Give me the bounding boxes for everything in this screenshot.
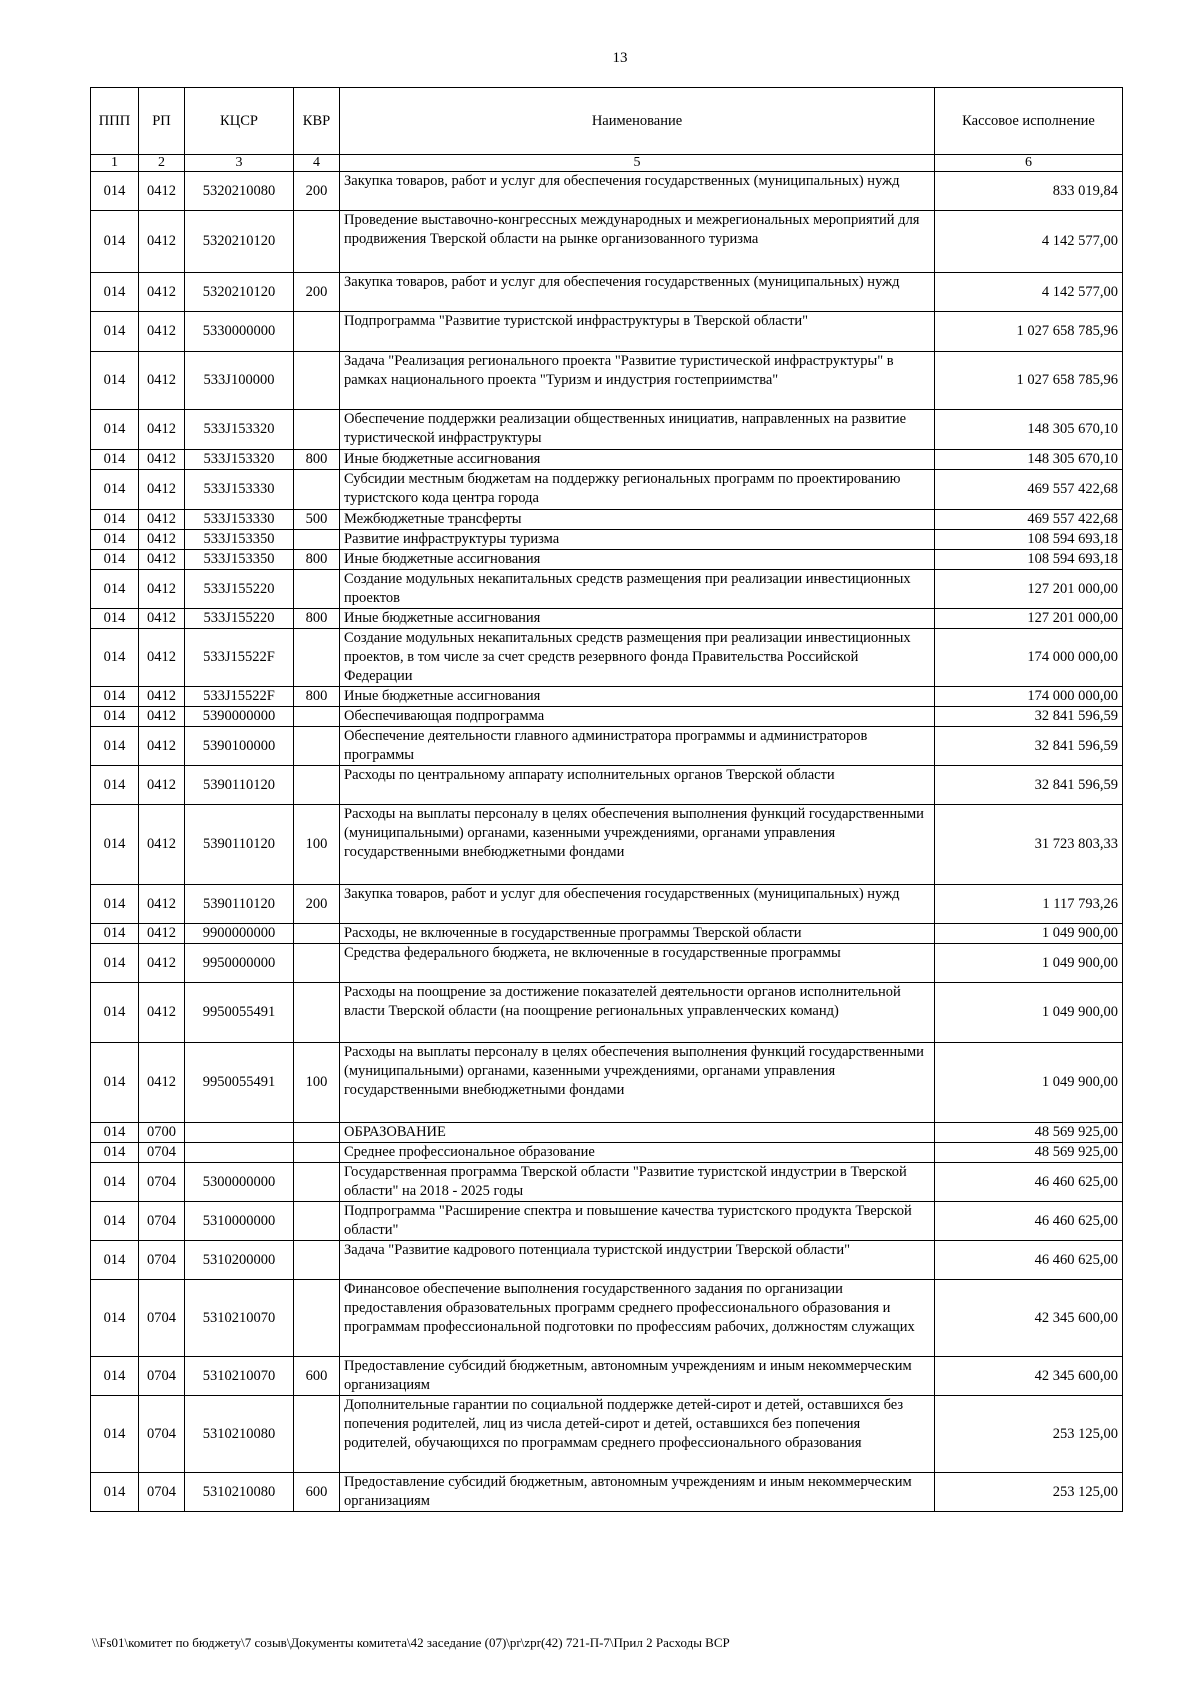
cell-name: Расходы на выплаты персоналу в целях обеспечения выполнения функций государственными (муниципальными) органами, казенными учреждениями, органами управления государственными внебюджетными фондами	[340, 805, 935, 885]
table-row	[91, 1396, 1123, 1473]
header-rp: РП	[139, 88, 185, 155]
cell-kcsr: 533J153330	[185, 510, 294, 530]
cell-rp: 0412	[139, 983, 185, 1043]
cell-amount: 48 569 925,00	[935, 1123, 1123, 1143]
cell-kvr	[294, 1143, 340, 1163]
cell-amount: 1 049 900,00	[935, 924, 1123, 944]
column-number: 4	[294, 155, 340, 172]
cell-name: Иные бюджетные ассигнования	[340, 550, 935, 570]
column-number-row	[91, 155, 1123, 172]
table-row	[91, 450, 1123, 470]
cell-rp: 0412	[139, 924, 185, 944]
cell-ppp: 014	[91, 1123, 139, 1143]
table-row	[91, 1280, 1123, 1357]
cell-ppp: 014	[91, 983, 139, 1043]
cell-rp: 0412	[139, 211, 185, 273]
cell-name: Закупка товаров, работ и услуг для обеспечения государственных (муниципальных) нужд	[340, 172, 935, 211]
cell-name: Задача "Развитие кадрового потенциала туристской индустрии Тверской области"	[340, 1241, 935, 1280]
cell-kcsr: 533J153350	[185, 550, 294, 570]
cell-name: Закупка товаров, работ и услуг для обеспечения государственных (муниципальных) нужд	[340, 273, 935, 312]
cell-ppp: 014	[91, 450, 139, 470]
table-row	[91, 470, 1123, 510]
cell-name: Межбюджетные трансферты	[340, 510, 935, 530]
cell-ppp: 014	[91, 687, 139, 707]
cell-kvr: 800	[294, 609, 340, 629]
cell-ppp: 014	[91, 707, 139, 727]
table-row	[91, 1202, 1123, 1241]
cell-amount: 127 201 000,00	[935, 570, 1123, 609]
cell-kcsr: 533J153330	[185, 470, 294, 510]
cell-amount: 48 569 925,00	[935, 1143, 1123, 1163]
cell-ppp: 014	[91, 1473, 139, 1512]
cell-kcsr: 5300000000	[185, 1163, 294, 1202]
cell-name: Иные бюджетные ассигнования	[340, 687, 935, 707]
table-row	[91, 1143, 1123, 1163]
cell-rp: 0412	[139, 687, 185, 707]
cell-ppp: 014	[91, 1357, 139, 1396]
cell-rp: 0412	[139, 766, 185, 805]
cell-kvr	[294, 944, 340, 983]
cell-name: Предоставление субсидий бюджетным, автономным учреждениям и иным некоммерческим организациям	[340, 1357, 935, 1396]
cell-kcsr: 533J155220	[185, 570, 294, 609]
cell-amount: 108 594 693,18	[935, 530, 1123, 550]
cell-kcsr: 533J153320	[185, 410, 294, 450]
cell-kcsr: 5390000000	[185, 707, 294, 727]
table-row	[91, 707, 1123, 727]
cell-kvr	[294, 1280, 340, 1357]
header-kvr: КВР	[294, 88, 340, 155]
cell-ppp: 014	[91, 1043, 139, 1123]
cell-ppp: 014	[91, 629, 139, 687]
cell-amount: 46 460 625,00	[935, 1202, 1123, 1241]
cell-amount: 253 125,00	[935, 1473, 1123, 1512]
table-row	[91, 570, 1123, 609]
cell-amount: 1 049 900,00	[935, 1043, 1123, 1123]
table-row	[91, 1241, 1123, 1280]
table-row	[91, 1163, 1123, 1202]
table-row	[91, 983, 1123, 1043]
cell-amount: 148 305 670,10	[935, 410, 1123, 450]
cell-kcsr: 5310200000	[185, 1241, 294, 1280]
cell-kcsr: 5320210080	[185, 172, 294, 211]
cell-kcsr: 9950055491	[185, 1043, 294, 1123]
cell-rp: 0412	[139, 885, 185, 924]
cell-kcsr: 5330000000	[185, 312, 294, 352]
cell-kvr	[294, 1396, 340, 1473]
cell-rp: 0412	[139, 1043, 185, 1123]
table-row	[91, 766, 1123, 805]
table-row	[91, 1043, 1123, 1123]
cell-name: Расходы по центральному аппарату исполнительных органов Тверской области	[340, 766, 935, 805]
cell-name: Иные бюджетные ассигнования	[340, 450, 935, 470]
table-row	[91, 629, 1123, 687]
column-number: 2	[139, 155, 185, 172]
cell-kvr	[294, 727, 340, 766]
cell-kcsr: 5390110120	[185, 885, 294, 924]
cell-ppp: 014	[91, 410, 139, 450]
cell-name: Подпрограмма "Развитие туристской инфраструктуры в Тверской области"	[340, 312, 935, 352]
cell-name: Закупка товаров, работ и услуг для обеспечения государственных (муниципальных) нужд	[340, 885, 935, 924]
cell-amount: 1 027 658 785,96	[935, 312, 1123, 352]
cell-amount: 174 000 000,00	[935, 629, 1123, 687]
cell-rp: 0412	[139, 172, 185, 211]
cell-kvr: 600	[294, 1357, 340, 1396]
cell-name: Задача "Реализация регионального проекта "Развитие туристической инфраструктуры" в рамках национального проекта "Туризм и индустрия гостеприимства"	[340, 352, 935, 410]
header-kcsr: КЦСР	[185, 88, 294, 155]
cell-name: Расходы на поощрение за достижение показателей деятельности органов исполнительной власти Тверской области (на поощрение региональных управленческих команд)	[340, 983, 935, 1043]
cell-name: Развитие инфраструктуры туризма	[340, 530, 935, 550]
cell-amount: 31 723 803,33	[935, 805, 1123, 885]
cell-name: ОБРАЗОВАНИЕ	[340, 1123, 935, 1143]
cell-rp: 0412	[139, 312, 185, 352]
cell-ppp: 014	[91, 1280, 139, 1357]
cell-ppp: 014	[91, 766, 139, 805]
table-row	[91, 924, 1123, 944]
cell-rp: 0412	[139, 510, 185, 530]
cell-ppp: 014	[91, 1163, 139, 1202]
cell-ppp: 014	[91, 510, 139, 530]
cell-amount: 32 841 596,59	[935, 707, 1123, 727]
cell-kcsr	[185, 1143, 294, 1163]
cell-kvr	[294, 629, 340, 687]
cell-kvr: 800	[294, 450, 340, 470]
cell-kcsr: 5310210080	[185, 1473, 294, 1512]
cell-rp: 0412	[139, 805, 185, 885]
cell-kcsr: 533J15522F	[185, 687, 294, 707]
cell-kvr	[294, 211, 340, 273]
table-row	[91, 885, 1123, 924]
cell-kvr	[294, 924, 340, 944]
column-number: 5	[340, 155, 935, 172]
cell-ppp: 014	[91, 885, 139, 924]
cell-ppp: 014	[91, 1241, 139, 1280]
cell-rp: 0412	[139, 707, 185, 727]
cell-ppp: 014	[91, 1202, 139, 1241]
cell-name: Финансовое обеспечение выполнения государственного задания по организации предоставления образовательных программ среднего профессионального образования и программам профессиональной подготовки по профессиям рабочих, должностям служащих	[340, 1280, 935, 1357]
table-row	[91, 510, 1123, 530]
cell-kcsr: 5310210070	[185, 1280, 294, 1357]
cell-ppp: 014	[91, 1143, 139, 1163]
cell-ppp: 014	[91, 727, 139, 766]
cell-kvr: 100	[294, 805, 340, 885]
footer-file-path: \\Fs01\комитет по бюджету\7 созыв\Документы комитета\42 заседание (07)\pr\zpr(42) 721-П-7\Прил 2 Расходы ВСР	[92, 1635, 730, 1650]
table-row	[91, 312, 1123, 352]
cell-kcsr: 5390100000	[185, 727, 294, 766]
table-row	[91, 273, 1123, 312]
cell-kcsr: 5310000000	[185, 1202, 294, 1241]
cell-kcsr: 533J155220	[185, 609, 294, 629]
cell-kvr: 600	[294, 1473, 340, 1512]
cell-ppp: 014	[91, 924, 139, 944]
cell-name: Предоставление субсидий бюджетным, автономным учреждениям и иным некоммерческим организациям	[340, 1473, 935, 1512]
header-name: Наименование	[340, 88, 935, 155]
cell-rp: 0412	[139, 550, 185, 570]
table-row	[91, 211, 1123, 273]
cell-name: Создание модульных некапитальных средств размещения при реализации инвестиционных проектов, в том числе за счет средств резервного фонда Правительства Российской Федерации	[340, 629, 935, 687]
header-ppp: ППП	[91, 88, 139, 155]
cell-ppp: 014	[91, 1396, 139, 1473]
cell-ppp: 014	[91, 172, 139, 211]
cell-rp: 0412	[139, 410, 185, 450]
table-row	[91, 805, 1123, 885]
cell-kvr	[294, 1163, 340, 1202]
table-row	[91, 609, 1123, 629]
cell-rp: 0704	[139, 1241, 185, 1280]
cell-name: Иные бюджетные ассигнования	[340, 609, 935, 629]
cell-kcsr: 9950000000	[185, 944, 294, 983]
cell-kcsr: 533J153350	[185, 530, 294, 550]
cell-kvr: 200	[294, 885, 340, 924]
table-row	[91, 1123, 1123, 1143]
cell-name: Создание модульных некапитальных средств размещения при реализации инвестиционных проектов	[340, 570, 935, 609]
table-row	[91, 944, 1123, 983]
cell-ppp: 014	[91, 805, 139, 885]
cell-amount: 46 460 625,00	[935, 1163, 1123, 1202]
cell-ppp: 014	[91, 570, 139, 609]
table-row	[91, 727, 1123, 766]
cell-rp: 0412	[139, 273, 185, 312]
cell-name: Расходы, не включенные в государственные программы Тверской области	[340, 924, 935, 944]
table-row	[91, 687, 1123, 707]
cell-kvr	[294, 570, 340, 609]
cell-kcsr: 5310210070	[185, 1357, 294, 1396]
cell-rp: 0704	[139, 1396, 185, 1473]
cell-amount: 148 305 670,10	[935, 450, 1123, 470]
cell-rp: 0704	[139, 1473, 185, 1512]
cell-amount: 1 027 658 785,96	[935, 352, 1123, 410]
cell-kcsr: 5390110120	[185, 805, 294, 885]
cell-kvr: 800	[294, 550, 340, 570]
cell-rp: 0704	[139, 1357, 185, 1396]
cell-kcsr: 533J153320	[185, 450, 294, 470]
cell-ppp: 014	[91, 312, 139, 352]
cell-rp: 0704	[139, 1163, 185, 1202]
cell-amount: 32 841 596,59	[935, 766, 1123, 805]
cell-amount: 469 557 422,68	[935, 470, 1123, 510]
cell-kvr: 200	[294, 172, 340, 211]
cell-amount: 469 557 422,68	[935, 510, 1123, 530]
cell-rp: 0412	[139, 609, 185, 629]
cell-name: Обеспечивающая подпрограмма	[340, 707, 935, 727]
column-number: 1	[91, 155, 139, 172]
cell-name: Субсидии местным бюджетам на поддержку региональных программ по проектированию туристского кода центра города	[340, 470, 935, 510]
cell-name: Обеспечение поддержки реализации общественных инициатив, направленных на развитие туристической инфраструктуры	[340, 410, 935, 450]
cell-kcsr: 533J15522F	[185, 629, 294, 687]
cell-rp: 0412	[139, 727, 185, 766]
cell-amount: 108 594 693,18	[935, 550, 1123, 570]
cell-kcsr: 5320210120	[185, 273, 294, 312]
cell-ppp: 014	[91, 550, 139, 570]
cell-rp: 0700	[139, 1123, 185, 1143]
cell-kcsr: 533J100000	[185, 352, 294, 410]
cell-kvr	[294, 707, 340, 727]
cell-amount: 833 019,84	[935, 172, 1123, 211]
column-number: 3	[185, 155, 294, 172]
cell-amount: 42 345 600,00	[935, 1280, 1123, 1357]
cell-amount: 253 125,00	[935, 1396, 1123, 1473]
table-row	[91, 530, 1123, 550]
cell-ppp: 014	[91, 944, 139, 983]
cell-amount: 1 049 900,00	[935, 944, 1123, 983]
cell-name: Среднее профессиональное образование	[340, 1143, 935, 1163]
cell-name: Проведение выставочно-конгрессных международных и межрегиональных мероприятий для продвижения Тверской области на рынке организованного туризма	[340, 211, 935, 273]
cell-rp: 0412	[139, 470, 185, 510]
cell-name: Подпрограмма "Расширение спектра и повышение качества туристского продукта Тверской области"	[340, 1202, 935, 1241]
page-number: 13	[612, 50, 628, 66]
cell-amount: 1 049 900,00	[935, 983, 1123, 1043]
cell-rp: 0412	[139, 570, 185, 609]
cell-rp: 0704	[139, 1202, 185, 1241]
cell-amount: 42 345 600,00	[935, 1357, 1123, 1396]
table-row	[91, 1473, 1123, 1512]
cell-name: Обеспечение деятельности главного администратора программы и администраторов программы	[340, 727, 935, 766]
cell-amount: 4 142 577,00	[935, 211, 1123, 273]
column-number: 6	[935, 155, 1123, 172]
cell-rp: 0412	[139, 530, 185, 550]
table-body	[91, 172, 1123, 1512]
cell-kvr	[294, 1202, 340, 1241]
cell-name: Дополнительные гарантии по социальной поддержке детей-сирот и детей, оставшихся без попечения родителей, лиц из числа детей-сирот и детей, оставшихся без попечения родителей, обучающихся по программам среднего профессионального образования	[340, 1396, 935, 1473]
cell-name: Расходы на выплаты персоналу в целях обеспечения выполнения функций государственными (муниципальными) органами, казенными учреждениями, органами управления государственными внебюджетными фондами	[340, 1043, 935, 1123]
cell-kvr: 500	[294, 510, 340, 530]
cell-ppp: 014	[91, 352, 139, 410]
cell-rp: 0412	[139, 629, 185, 687]
cell-ppp: 014	[91, 530, 139, 550]
cell-rp: 0704	[139, 1143, 185, 1163]
cell-kcsr: 5390110120	[185, 766, 294, 805]
cell-amount: 46 460 625,00	[935, 1241, 1123, 1280]
cell-kcsr: 5320210120	[185, 211, 294, 273]
cell-amount: 4 142 577,00	[935, 273, 1123, 312]
table-row	[91, 1357, 1123, 1396]
cell-ppp: 014	[91, 273, 139, 312]
table-row	[91, 410, 1123, 450]
cell-rp: 0412	[139, 450, 185, 470]
cell-kcsr: 5310210080	[185, 1396, 294, 1473]
header-amount: Кассовое исполнение	[935, 88, 1123, 155]
budget-table	[90, 87, 1123, 1512]
cell-amount: 127 201 000,00	[935, 609, 1123, 629]
cell-rp: 0412	[139, 944, 185, 983]
cell-ppp: 014	[91, 609, 139, 629]
cell-name: Средства федерального бюджета, не включенные в государственные программы	[340, 944, 935, 983]
cell-kvr	[294, 1241, 340, 1280]
cell-kvr	[294, 352, 340, 410]
cell-kvr: 800	[294, 687, 340, 707]
cell-amount: 174 000 000,00	[935, 687, 1123, 707]
cell-rp: 0412	[139, 352, 185, 410]
cell-ppp: 014	[91, 211, 139, 273]
table-row	[91, 352, 1123, 410]
cell-name: Государственная программа Тверской области "Развитие туристской индустрии в Тверской области" на 2018 - 2025 годы	[340, 1163, 935, 1202]
cell-kcsr	[185, 1123, 294, 1143]
cell-kcsr: 9950055491	[185, 983, 294, 1043]
cell-kvr	[294, 1123, 340, 1143]
cell-kcsr: 9900000000	[185, 924, 294, 944]
cell-amount: 1 117 793,26	[935, 885, 1123, 924]
cell-kvr	[294, 983, 340, 1043]
table-header-row	[91, 88, 1123, 155]
cell-amount: 32 841 596,59	[935, 727, 1123, 766]
cell-kvr	[294, 766, 340, 805]
table-row	[91, 550, 1123, 570]
cell-kvr: 200	[294, 273, 340, 312]
cell-kvr	[294, 470, 340, 510]
cell-kvr	[294, 312, 340, 352]
cell-kvr: 100	[294, 1043, 340, 1123]
table-row	[91, 172, 1123, 211]
cell-ppp: 014	[91, 470, 139, 510]
cell-kvr	[294, 410, 340, 450]
cell-rp: 0704	[139, 1280, 185, 1357]
cell-kvr	[294, 530, 340, 550]
